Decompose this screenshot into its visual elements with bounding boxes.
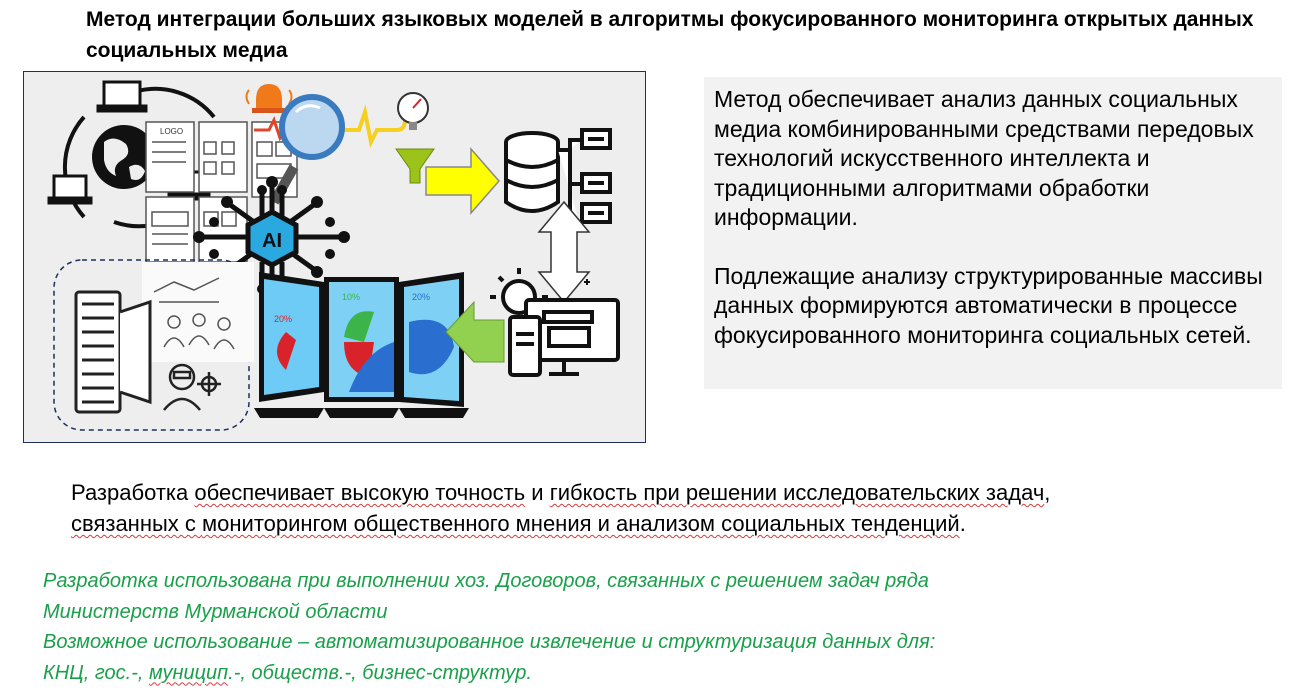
- usage-line-3: Возможное использование – автоматизированное извлечение и структуризация данных для:: [43, 631, 936, 653]
- description-paragraph-1: Метод обеспечивает анализ данных социальных медиа комбинированными средствами передовых технологий искусственного интеллекта и традиционными алгоритмами обработки информации.: [714, 86, 1254, 230]
- analyst-icon: [164, 365, 221, 410]
- usage-line-4-part-3: .-, обществ.-, бизнес-структур.: [228, 661, 532, 684]
- pct-label-3: 20%: [412, 292, 431, 302]
- usage-line-1: Разработка использована при выполнении хоз. Договоров, связанных с решением задач ряда: [43, 570, 929, 592]
- usage-line-4: [43, 658, 1243, 689]
- illustration-svg: [24, 72, 646, 443]
- dev-text-3: и: [525, 480, 550, 505]
- pct-label-2: 10%: [342, 292, 361, 302]
- ai-label: AI: [262, 230, 282, 252]
- dev-text-1: Разработка: [71, 480, 195, 505]
- yellow-arrow: [426, 149, 499, 213]
- database-icon: [506, 133, 558, 211]
- development-statement: [71, 477, 1271, 539]
- monitor-center: [324, 277, 399, 418]
- usage-line-4-part-1: КНЦ, гос.-,: [43, 661, 149, 684]
- dev-text-7: мониторингом общественного мнения и анализом социальных тенденций: [202, 511, 960, 536]
- dev-text-6: связанных с: [71, 511, 203, 536]
- method-description-box: [704, 77, 1282, 389]
- dev-text-2: обеспечивает высокую точность: [194, 480, 526, 505]
- logo-label: LOGO: [160, 127, 184, 136]
- team-sketch: [142, 262, 254, 362]
- keyboard-icon: [76, 292, 150, 412]
- description-paragraph-2: Подлежащие анализу структурированные массивы данных формируются автоматически в процессе фокусированного мониторинга социальных сетей.: [714, 262, 1263, 348]
- laptop-icon-left: [49, 176, 91, 203]
- dev-text-5: ,: [1044, 480, 1051, 505]
- usage-line-4-part-2: муницип: [148, 661, 229, 684]
- pct-label-1: 20%: [274, 314, 293, 324]
- usage-line-2: Министерств Мурманской области: [43, 600, 388, 623]
- dev-text-8: .: [959, 511, 966, 536]
- laptop-icon-top: [98, 82, 146, 111]
- usage-notes: [43, 566, 1243, 688]
- page-title: Метод интеграции больших языковых моделей в алгоритмы фокусированного мониторинга открытых данных социальных медиа: [86, 8, 1254, 62]
- method-illustration: [23, 71, 646, 443]
- dev-text-4: гибкость при решении исследовательских задач: [549, 480, 1045, 505]
- monitor-left: [254, 272, 324, 418]
